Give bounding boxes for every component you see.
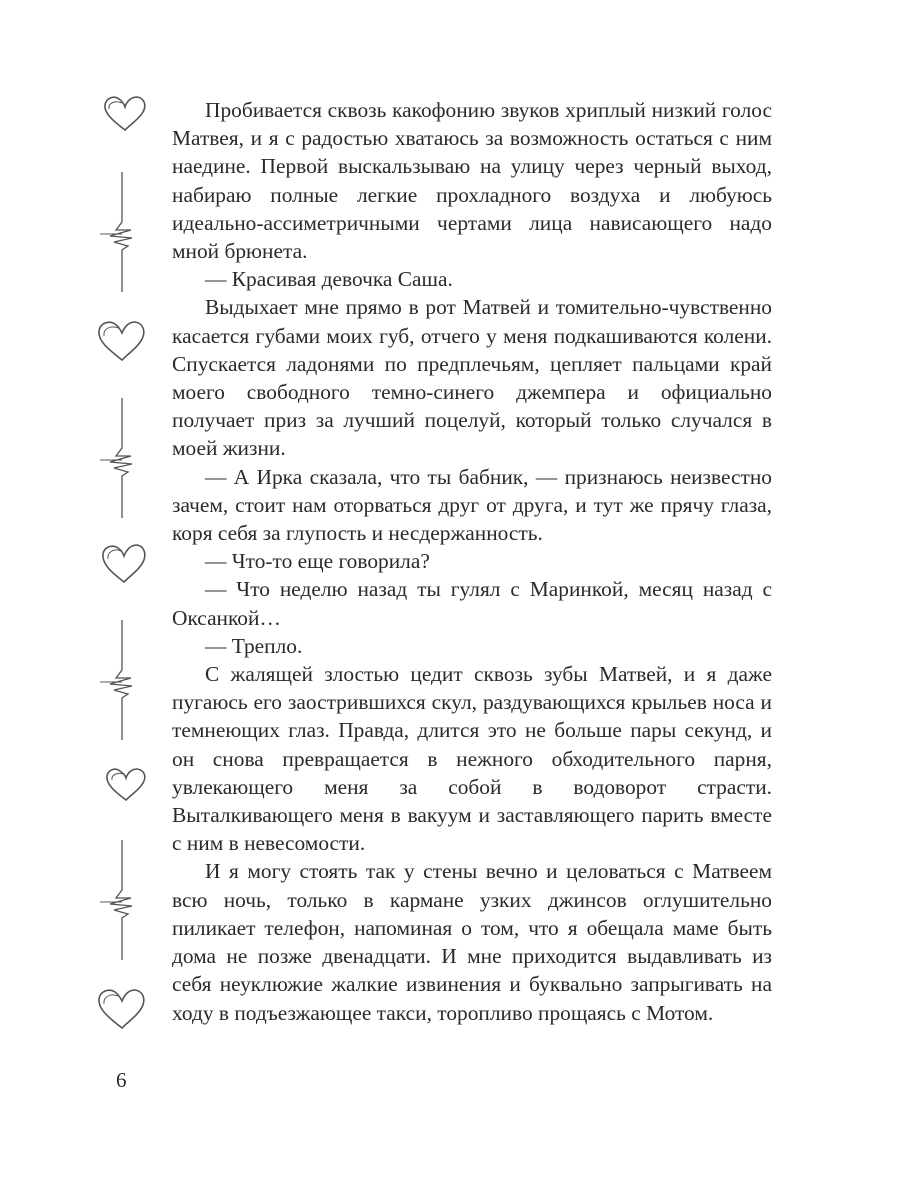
paragraph: С жалящей злостью цедит сквозь зубы Матвей, и я даже пугаюсь его заострившихся скул, раздувающихся крыльев носа и темнеющих глаз. Правда, длится это не больше пары секунд, и он снова превращается в нежного обходительного парня, увлекающего меня за собой в водоворот страсти. Выталкивающего меня в вакуум и заставляющего парить вместе с ним в невесомости. — [172, 662, 772, 856]
paragraph: — Что неделю назад ты гулял с Маринкой, месяц назад с Оксанкой… — [172, 577, 772, 630]
paragraph: — Что-то еще говорила? — [205, 549, 430, 574]
page-number: 6 — [116, 1068, 127, 1092]
heartbeat-icon — [98, 840, 148, 960]
paragraph: И я могу стоять так у стены вечно и целоваться с Матвеем всю ночь, только в кармане узких джинсов оглушительно пиликает телефон, напоминая о том, что я обещала маме быть дома не позже двенадцати. И мне приходится выдавливать из себя неуклюжие жалкие извинения и буквально запрыгивать на ходу в подъезжающее такси, торопливо прощаясь с Мотом. — [172, 859, 772, 1025]
heart-icon — [104, 766, 148, 804]
heart-icon — [102, 94, 148, 134]
heartbeat-icon — [98, 172, 148, 292]
heart-icon — [100, 542, 148, 586]
paragraph: Выдыхает мне прямо в рот Матвей и томительно-чувственно касается губами моих губ, отчего у меня подкашиваются колени. Спускается ладонями по предплечьям, цепляет пальцами край моего свободного темно-синего джемпера и официально получает приз за лучший поцелуй, который только случался в моей жизни. — [172, 295, 772, 461]
heart-icon — [96, 986, 148, 1032]
paragraph: — Трепло. — [205, 633, 303, 658]
heart-icon — [96, 318, 148, 364]
paragraph: Пробивается сквозь какофонию звуков хриплый низкий голос Матвея, и я с радостью хватаюсь за возможность остаться с ним наедине. Первой выскальзываю на улицу через черный выход, набираю полные легкие прохладного воздуха и любуюсь идеально-ассиметричными чертами лица нависающего надо мной брюнета. — [172, 98, 772, 264]
heartbeat-icon — [98, 398, 148, 518]
margin-decoration — [88, 90, 158, 990]
paragraph: — А Ирка сказала, что ты бабник, — признаюсь неизвестно зачем, стоит нам оторваться друг от друга, и тут же прячу глаза, коря себя за глупость и несдержанность. — [172, 464, 772, 546]
paragraph: — Красивая девочка Саша. — [205, 267, 453, 292]
body-text — [172, 96, 772, 1027]
heartbeat-icon — [98, 620, 148, 740]
